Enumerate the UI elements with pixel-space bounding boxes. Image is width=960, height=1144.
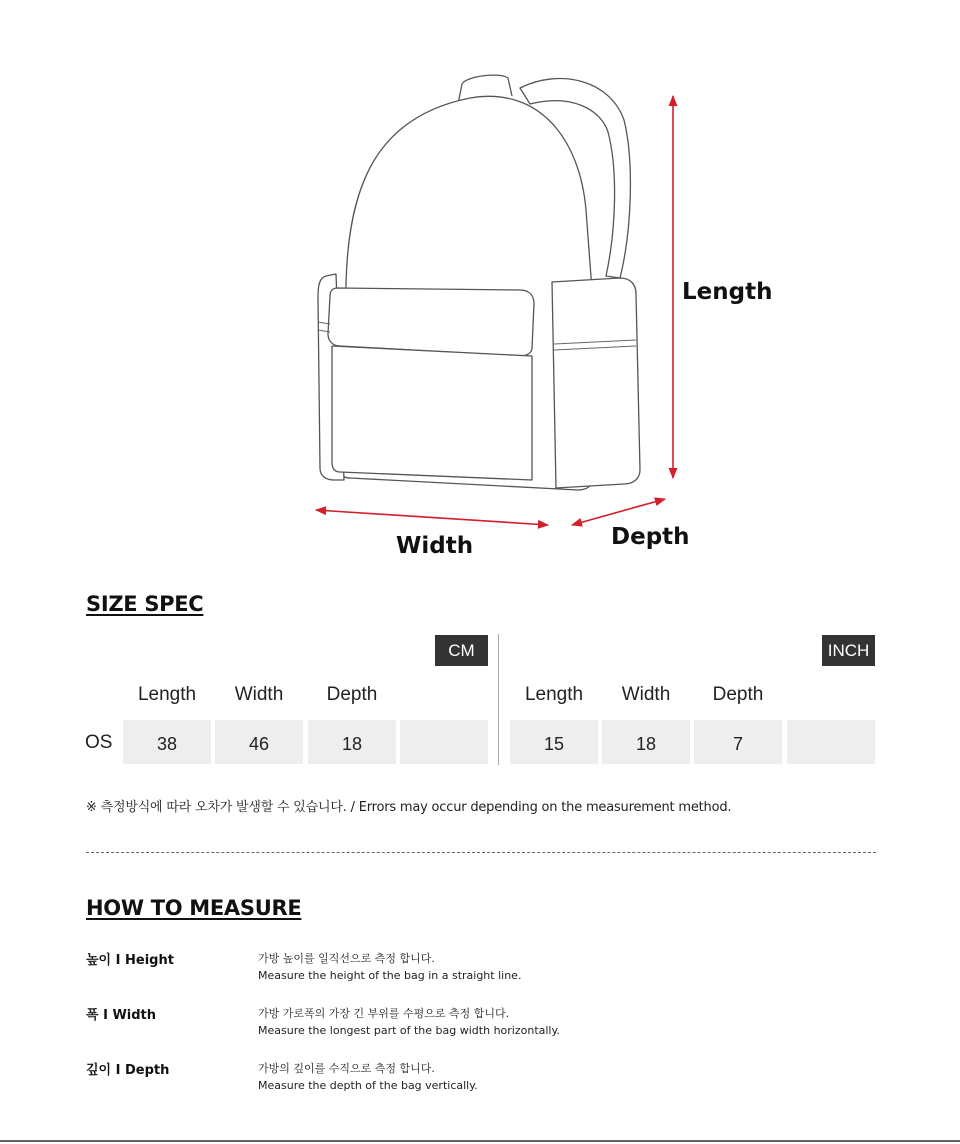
measure-depth-en: Measure the depth of the bag vertically. [258,1079,478,1092]
inch-cell-length: 15 [510,720,598,764]
inch-unit-badge: INCH [822,635,875,666]
measure-height-kr: 가방 높이를 일직선으로 측정 합니다. [258,952,435,965]
inch-header-length: Length [524,684,584,705]
inch-header-width: Width [621,684,671,705]
row-label-os: OS [85,732,113,753]
width-arrow [316,510,548,525]
depth-arrow [572,499,665,525]
how-to-measure-title: HOW TO MEASURE [86,896,302,920]
unit-divider [498,634,499,765]
cm-cell-length: 38 [123,720,211,764]
measurement-note: ※ 측정방식에 따라 오차가 발생할 수 있습니다. / Errors may occur depending on the measurement method. [86,800,732,815]
depth-label: Depth [611,524,690,550]
measure-depth-kr: 가방의 깊이를 수직으로 측정 합니다. [258,1062,435,1075]
measure-height-en: Measure the height of the bag in a straight line. [258,969,522,982]
measure-depth-label: 깊이 I Depth [86,1063,170,1078]
length-label: Length [682,279,773,305]
inch-header-depth: Depth [712,684,764,705]
measure-width-label: 폭 I Width [86,1008,157,1023]
cm-cell-width: 46 [215,720,303,764]
cm-unit-badge: CM [435,635,488,666]
measure-width-kr: 가방 가로폭의 가장 긴 부위를 수평으로 측정 합니다. [258,1007,510,1020]
width-label: Width [396,533,474,559]
cm-header-length: Length [137,684,197,705]
size-spec-title: SIZE SPEC [86,592,204,616]
inch-cell-width: 18 [602,720,690,764]
cm-cell-depth: 18 [308,720,396,764]
section-divider [86,852,876,853]
measure-height-label: 높이 I Height [86,953,174,968]
cm-header-width: Width [234,684,284,705]
bottom-border [0,1140,960,1142]
inch-cell-empty [787,720,875,764]
inch-cell-depth: 7 [694,720,782,764]
measure-width-en: Measure the longest part of the bag width horizontally. [258,1024,560,1037]
cm-cell-empty [400,720,488,764]
cm-header-depth: Depth [326,684,378,705]
